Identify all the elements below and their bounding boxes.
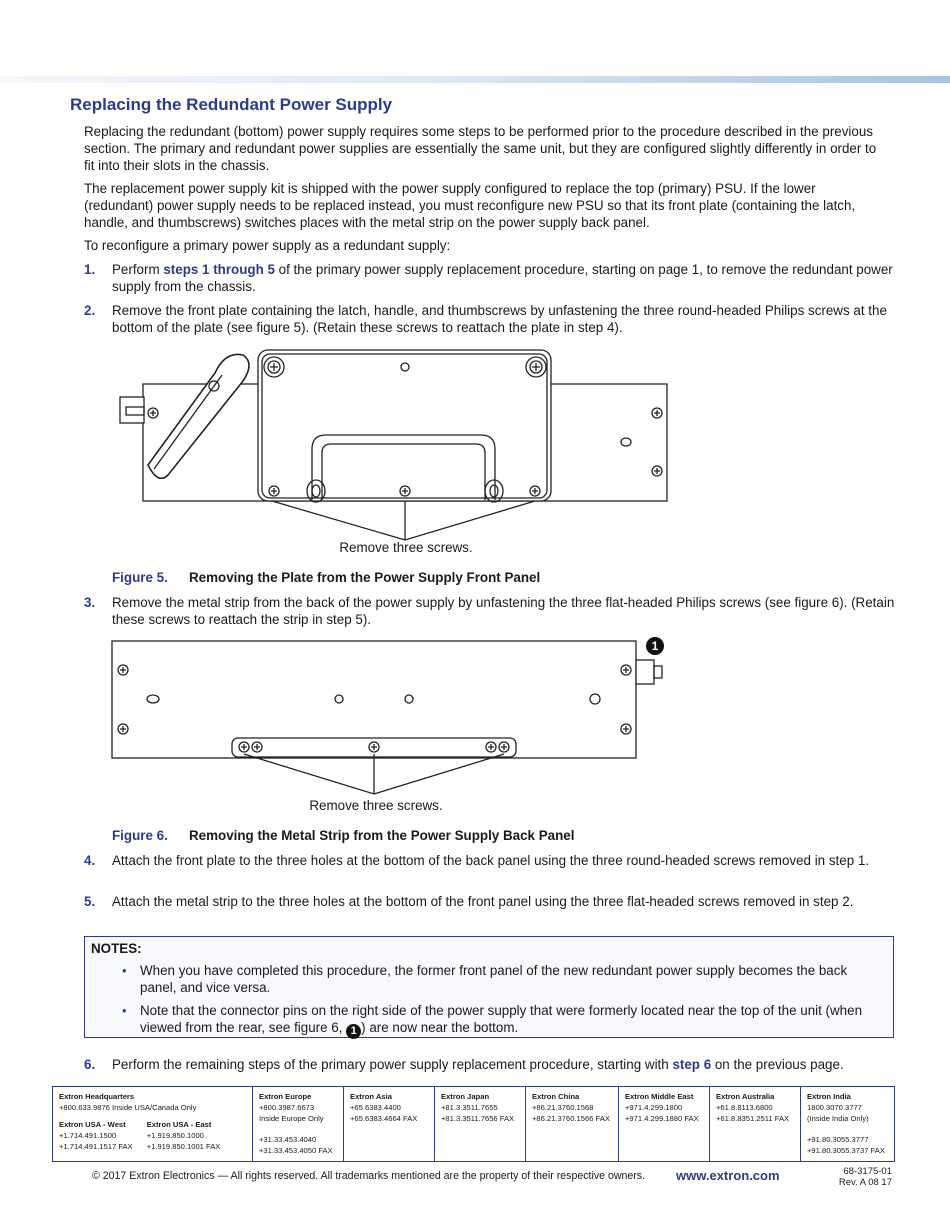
- notes-box: [84, 936, 894, 1038]
- figure-5-label: Remove three screws.: [339, 540, 473, 555]
- footer-india: Extron India 1800.3070.3777 (Inside India Only) +91.80.3055.3777 +91.80.3055.3737 FAX: [807, 1092, 885, 1155]
- step-6-link[interactable]: step 6: [672, 1057, 712, 1072]
- bullet: •: [122, 1003, 127, 1018]
- header-gradient-bar: [0, 76, 950, 83]
- figure-6-label: Remove three screws.: [309, 798, 443, 813]
- figure-5-caption: Figure 5. Removing the Plate from the Power Supply Front Panel: [112, 570, 541, 585]
- step-2: 2. Remove the front plate containing the latch, handle, and thumbscrews by unfastening the three round-headed Philips screws at the bottom of the plate (see figure 5). (Retain these screws to reattach the plate in step 4).: [84, 303, 887, 335]
- footer-japan: Extron Japan +81.3.3511.7655 +81.3.3511.7656 FAX: [435, 1087, 526, 1161]
- bullet: •: [122, 963, 127, 978]
- step-number: 3.: [84, 595, 96, 610]
- step-number: 6.: [84, 1057, 96, 1072]
- document-number: 68-3175-01 Rev. A 08 17: [838, 1166, 892, 1188]
- intro-paragraph-1: Replacing the redundant (bottom) power supply requires some steps to be performed prior to the procedure described in the previous section. The primary and redundant power supplies are essentially the same unit, but they are configured slightly differently in order to fit into their slots in the chassis.: [84, 124, 877, 173]
- footer-middle-east: Extron Middle East +971.4.299.1800 +971.4.299.1880 FAX: [619, 1087, 710, 1161]
- step-3: 3. Remove the metal strip from the back of the power supply by unfastening the three flat-headed Philips screws (see figure 6). (Retain these screws to reattach the strip in step 5).: [84, 595, 895, 627]
- step-number: 2.: [84, 303, 96, 318]
- figure-6-callout: 1: [651, 639, 659, 653]
- notes-title: NOTES:: [91, 941, 142, 956]
- footer-china: Extron China +86.21.3760.1568 +86.21.3760.1566 FAX: [526, 1087, 619, 1161]
- footer-australia: Extron Australia +61.8.8113.6800 +61.8.8351.2511 FAX: [710, 1087, 801, 1161]
- intro-paragraph-2: The replacement power supply kit is shipped with the power supply configured to replace the top (primary) PSU. If the lower (redundant) power supply needs to be replaced instead, you must reconfigure new PSU so that its front plate (containing the latch, handle, and thumbscrews) switches places with the metal strip on the power supply back panel.: [84, 181, 856, 230]
- footer-hq: Extron Headquarters +800.633.9876 Inside USA/Canada Only Extron USA - West +1.714.491.1500 +1.714.491.1517 FAX Extron USA - East +1.919.850.1000 +1.919.850.1001 FAX: [53, 1087, 253, 1161]
- copyright-text: © 2017 Extron Electronics — All rights reserved. All trademarks mentioned are the property of their respective owners.: [92, 1170, 646, 1182]
- step-number: 4.: [84, 853, 96, 868]
- footer-asia: Extron Asia +65.6383.4400 +65.6383.4664 FAX: [344, 1087, 435, 1161]
- contact-footer: [52, 1086, 895, 1162]
- step-4: 4. Attach the front plate to the three holes at the bottom of the back panel using the three round-headed screws removed in step 1.: [84, 853, 870, 868]
- step-5: 5. Attach the metal strip to the three holes at the bottom of the front panel using the three flat-headed screws removed in step 2.: [84, 894, 854, 909]
- page-title: Replacing the Redundant Power Supply: [70, 95, 393, 114]
- website-link[interactable]: www.extron.com: [676, 1168, 780, 1183]
- note-item-1: • When you have completed this procedure, the former front panel of the new redundant power supply becomes the back panel, and vice versa.: [122, 963, 848, 995]
- figure-5-front-panel-drawing: [110, 345, 675, 545]
- intro-paragraph-3: To reconfigure a primary power supply as a redundant supply:: [84, 238, 451, 253]
- figure-6-caption: Figure 6. Removing the Metal Strip from the Power Supply Back Panel: [112, 828, 575, 843]
- steps-1-5-link[interactable]: steps 1 through 5: [163, 262, 275, 277]
- note-item-2: • Note that the connector pins on the right side of the power supply that were formerly located near the top of the unit (when viewed from the rear, see figure 6, 1 ) are now near the bottom.: [122, 1003, 863, 1037]
- figure-6-back-panel-drawing: [110, 634, 670, 804]
- step-6: 6. Perform the remaining steps of the primary power supply replacement procedure, starting with step 6 on the previous page.: [84, 1057, 844, 1072]
- footer-europe: Extron Europe +800.3987.6673 Inside Europe Only +31.33.453.4040 +31.33.453.4050 FAX: [253, 1087, 344, 1161]
- callout-1-icon: 1: [346, 1024, 361, 1039]
- step-number: 5.: [84, 894, 96, 909]
- step-1: 1. Perform steps 1 through 5 of the primary power supply replacement procedure, starting on page 1, to remove the redundant power supply from the chassis.: [84, 262, 893, 294]
- step-number: 1.: [84, 262, 96, 277]
